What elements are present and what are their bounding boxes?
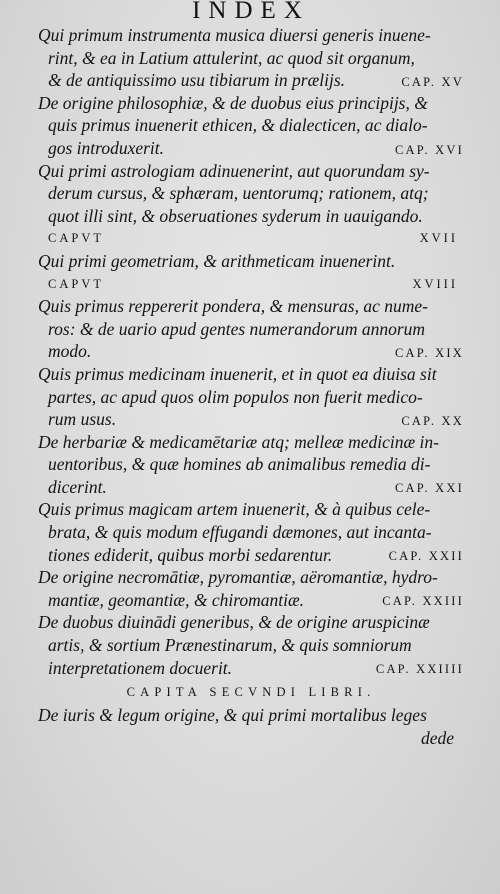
chapter-number: CAP. XX — [401, 413, 464, 428]
entry-line: De origine philosophiæ, & de duobus eius principijs, & — [38, 92, 428, 113]
entry-line-text: mantiæ, geomantiæ, & chiromantiæ. — [48, 589, 305, 610]
entry-line: partes, ac apud quos olim populos non fuerit medico- — [48, 386, 423, 407]
entry-line — [38, 544, 464, 567]
entry-line-text: modo. — [48, 341, 92, 362]
chapter-number: XVII — [419, 231, 458, 246]
catchword: dede — [420, 727, 454, 748]
entry-line — [38, 589, 464, 612]
entry-line-text: rum usus. — [48, 409, 117, 430]
entry-line: Quis primus reppererit pondera, & mensuras, ac nume- — [38, 296, 428, 317]
section-first-entry — [38, 704, 464, 727]
entry-line — [38, 408, 464, 431]
entry-line-text: interpretationem docuerit. — [48, 657, 233, 678]
running-head: INDEX — [192, 0, 310, 20]
index-entry — [38, 566, 464, 611]
chapter-number: XVIII — [412, 276, 458, 291]
entry-line: artis, & sortium Prænestinarum, & quis somniorum — [48, 635, 412, 656]
entry-line: Quis primus medicinam inuenerit, et in quot ea diuisa sit — [38, 363, 437, 384]
index-entry — [38, 363, 464, 431]
entry-line: De origine necromātiæ, pyromantiæ, aëromantiæ, hydro- — [38, 567, 438, 588]
entry-line: Qui primi geometriam, & arithmeticam inuenerint. — [38, 250, 396, 271]
entry-line-text: dicerint. — [48, 476, 107, 497]
caput-word: CAPVT — [48, 231, 104, 246]
chapter-number: CAP. XV — [401, 74, 464, 89]
entry-line: ros: & de uario apud gentes numerandorum annorum — [48, 318, 426, 339]
entry-line: rint, & ea in Latium attulerint, ac quod sit organum, — [48, 47, 415, 68]
entry-line — [38, 657, 464, 680]
index-entry — [38, 92, 464, 160]
entry-line — [38, 137, 464, 160]
entry-line: Qui primum instrumenta musica diuersi generis inuene- — [38, 25, 431, 45]
entry-line: Qui primi astrologiam adinuenerint, aut quorundam sy- — [38, 160, 430, 181]
index-entry — [38, 160, 464, 250]
chapter-heading — [38, 227, 464, 250]
chapter-number: CAP. XXIII — [382, 594, 464, 609]
entry-line: De herbariæ & medicamētariæ atq; melleæ medicinæ in- — [38, 431, 439, 452]
entry-line: quot illi sint, & obseruationes syderum in uauigando. — [48, 205, 423, 226]
entry-line — [38, 69, 464, 92]
section-heading: CAPITA SECVNDI LIBRI. — [126, 685, 376, 700]
entry-line: quis primus inuenerit ethicen, & dialecticen, ac dialo- — [48, 115, 428, 136]
chapter-number: CAP. XXIIII — [375, 662, 464, 677]
index-entry — [38, 498, 464, 566]
index-entries — [38, 24, 464, 679]
entry-line-text: & de antiquissimo usu tibiarum in prælijs. — [48, 70, 346, 91]
chapter-number: CAP. XVI — [395, 142, 464, 157]
index-entry — [38, 295, 464, 363]
chapter-number: CAP. XXII — [388, 549, 464, 564]
entry-line-text: tiones ediderit, quibus morbi sedarentur. — [48, 544, 333, 565]
chapter-heading — [38, 273, 464, 296]
entry-line: derum cursus, & sphæram, uentorumq; rationem, atq; — [48, 183, 429, 204]
entry-line — [38, 340, 464, 363]
chapter-number: CAP. XXI — [395, 481, 464, 496]
entry-line: De duobus diuinādi generibus, & de origine aruspicinæ — [38, 612, 430, 633]
entry-line: uentoribus, & quæ homines ab animalibus remedia di- — [48, 454, 431, 475]
index-entry — [38, 431, 464, 499]
index-entry — [38, 250, 464, 295]
entry-line: brata, & quis modum effugandi dæmones, aut incanta- — [48, 522, 432, 543]
entry-line-text: gos introduxerit. — [48, 137, 165, 158]
caput-word: CAPVT — [48, 276, 104, 291]
index-entry — [38, 24, 464, 92]
entry-line — [38, 476, 464, 499]
index-entry — [38, 611, 464, 679]
chapter-number: CAP. XIX — [395, 345, 464, 360]
entry-line: Quis primus magicam artem inuenerit, & à quibus cele- — [38, 499, 431, 520]
entry-line: De iuris & legum origine, & qui primi mortalibus leges — [38, 705, 427, 726]
